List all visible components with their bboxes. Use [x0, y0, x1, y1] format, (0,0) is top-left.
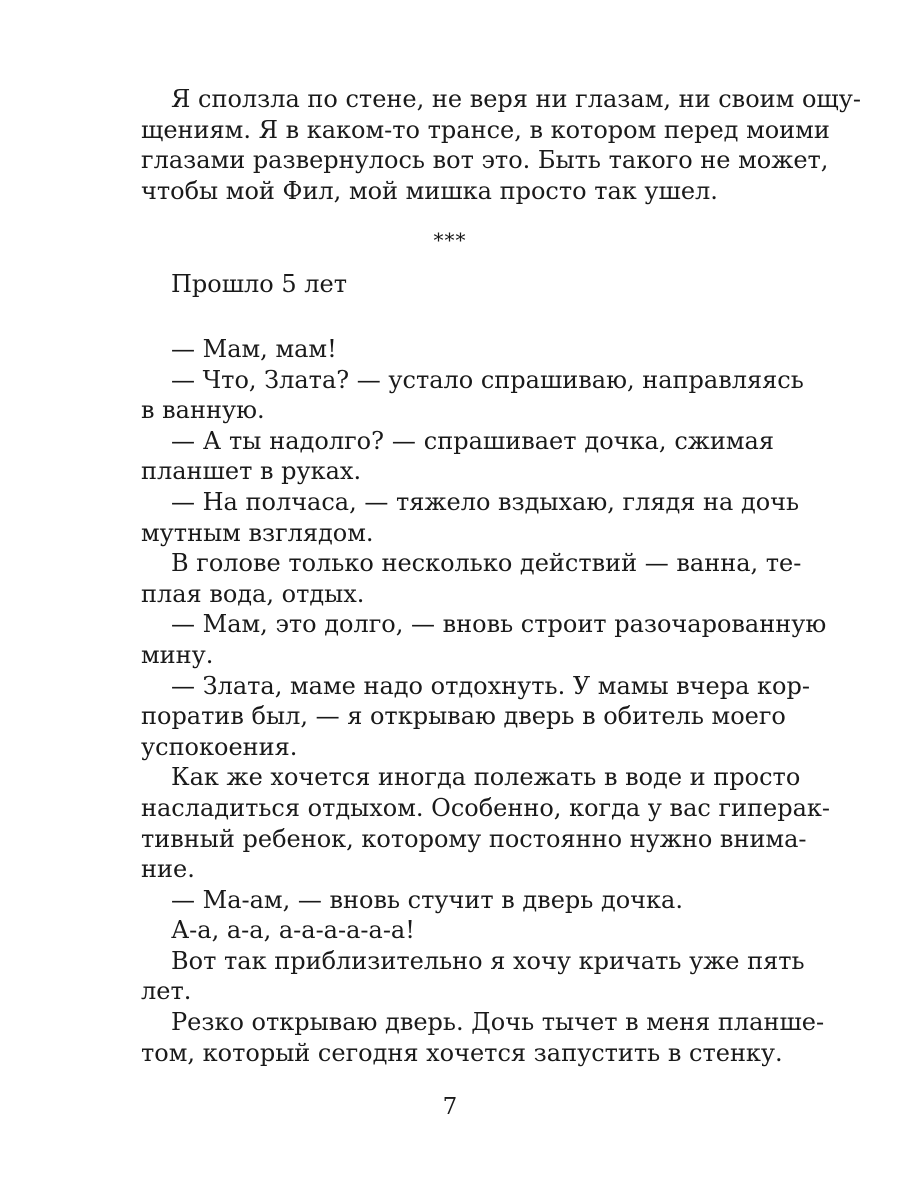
- text-line: — Ма-ам, — вновь стучит в дверь дочка.: [171, 885, 683, 914]
- text-line: поратив был, — я открываю дверь в обитель моего: [141, 702, 786, 731]
- text-line: ние.: [141, 855, 195, 884]
- text-line: в ванную.: [141, 396, 265, 425]
- text-line: щениям. Я в каком-то трансе, в котором перед моими: [141, 115, 830, 144]
- text-line: планшет в руках.: [141, 457, 362, 486]
- text-line: — На полчаса, — тяжело вздыхаю, глядя на дочь: [171, 487, 800, 516]
- dialogue-block: [141, 334, 830, 1068]
- text-line: — Мам, мам!: [171, 335, 337, 363]
- page-number: 7: [442, 1094, 458, 1120]
- section-separator: ***: [433, 228, 467, 252]
- text-line: Вот так приблизительно я хочу кричать уже пять: [171, 946, 805, 975]
- text-line: плая вода, отдых.: [141, 579, 365, 608]
- text-line: — А ты надолго? — спрашивает дочка, сжимая: [171, 426, 774, 455]
- text-line: Резко открываю дверь. Дочь тычет в меня планше-: [171, 1008, 825, 1037]
- text-line: В голове только несколько действий — ванна, те-: [171, 549, 802, 578]
- text-line: А-а, а-а, а-а-а-а-а-а!: [171, 916, 415, 945]
- paragraph-opening: [141, 84, 861, 206]
- text-line: насладиться отдыхом. Особенно, когда у вас гиперак-: [141, 793, 830, 822]
- text-line: глазами развернулось вот это. Быть такого не может,: [141, 146, 829, 175]
- text-line: Как же хочется иногда полежать в воде и просто: [171, 763, 801, 792]
- text-line: Я сползла по стене, не веря ни глазам, ни своим ощу-: [171, 85, 861, 113]
- section-heading: Прошло 5 лет: [171, 270, 348, 298]
- text-line: — Мам, это долго, — вновь строит разочарованную: [171, 610, 827, 639]
- text-line: мутным взглядом.: [141, 518, 374, 547]
- text-line: том, который сегодня хочется запустить в стенку.: [141, 1038, 783, 1067]
- text-line: тивный ребенок, которому постоянно нужно внима-: [141, 824, 807, 853]
- section-heading-block: [141, 269, 774, 300]
- text-line: мину.: [141, 640, 214, 669]
- text-line: — Что, Злата? — устало спрашиваю, направляясь: [171, 365, 804, 394]
- text-line: успокоения.: [141, 732, 298, 761]
- text-line: — Злата, маме надо отдохнуть. У мамы вчера кор-: [171, 671, 810, 700]
- text-line: лет.: [141, 977, 192, 1006]
- text-line: чтобы мой Фил, мой мишка просто так ушел.: [141, 176, 718, 205]
